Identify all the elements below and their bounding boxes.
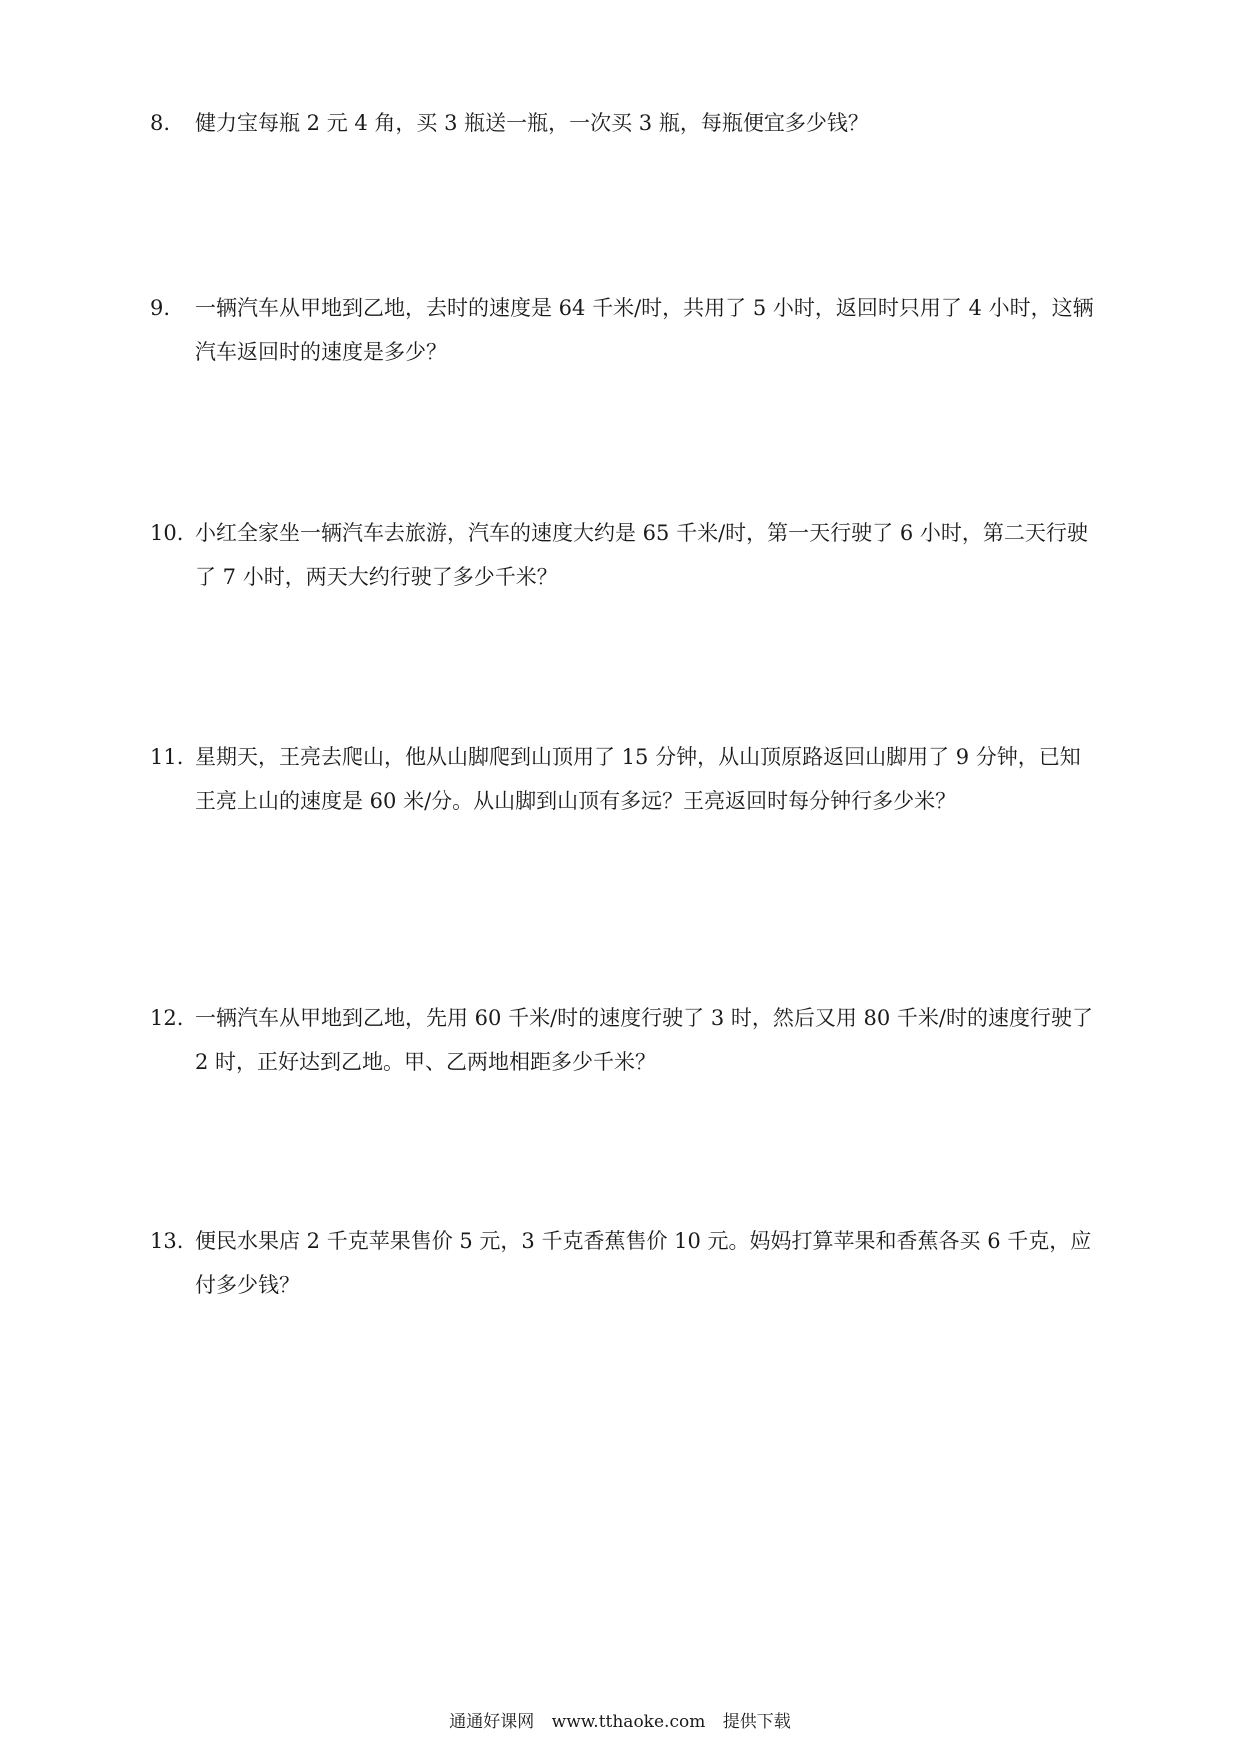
question-text: 便民水果店 2 千克苹果售价 5 元，3 千克香蕉售价 10 元。妈妈打算苹果和香蕉各买 6 千克，应付多少钱？ [195, 1229, 1092, 1297]
question-number: 10. [150, 521, 184, 545]
question-number: 13. [150, 1229, 184, 1253]
question-11 [150, 735, 1100, 823]
question-number: 9. [150, 296, 171, 320]
footer-site-name: 通通好课网 [449, 1712, 535, 1732]
question-9 [150, 286, 1100, 374]
question-8 [150, 101, 1100, 145]
question-text: 一辆汽车从甲地到乙地，先用 60 千米/时的速度行驶了 3 时，然后又用 80 千米/时的速度行驶了 2 时，正好达到乙地。甲、乙两地相距多少千米？ [195, 1006, 1094, 1074]
question-text: 星期天，王亮去爬山，他从山脚爬到山顶用了 15 分钟，从山顶原路返回山脚用了 9 分钟，已知王亮上山的速度是 60 米/分。从山脚到山顶有多远？王亮返回时每分钟行多少米？ [195, 745, 1081, 813]
question-number: 11. [150, 745, 184, 769]
question-text: 健力宝每瓶 2 元 4 角，买 3 瓶送一瓶，一次买 3 瓶，每瓶便宜多少钱？ [195, 111, 869, 135]
footer-url[interactable]: www.tthaoke.com [551, 1712, 706, 1732]
question-10 [150, 511, 1100, 599]
question-text: 一辆汽车从甲地到乙地，去时的速度是 64 千米/时，共用了 5 小时，返回时只用了 4 小时，这辆汽车返回时的速度是多少？ [195, 296, 1094, 364]
question-number: 8. [150, 111, 171, 135]
question-text: 小红全家坐一辆汽车去旅游，汽车的速度大约是 65 千米/时，第一天行驶了 6 小时，第二天行驶了 7 小时，两天大约行驶了多少千米？ [195, 521, 1088, 589]
question-number: 12. [150, 1006, 184, 1030]
question-13 [150, 1219, 1100, 1307]
page-footer [0, 1710, 1240, 1734]
footer-suffix: 提供下载 [722, 1712, 791, 1732]
question-12 [150, 996, 1100, 1084]
